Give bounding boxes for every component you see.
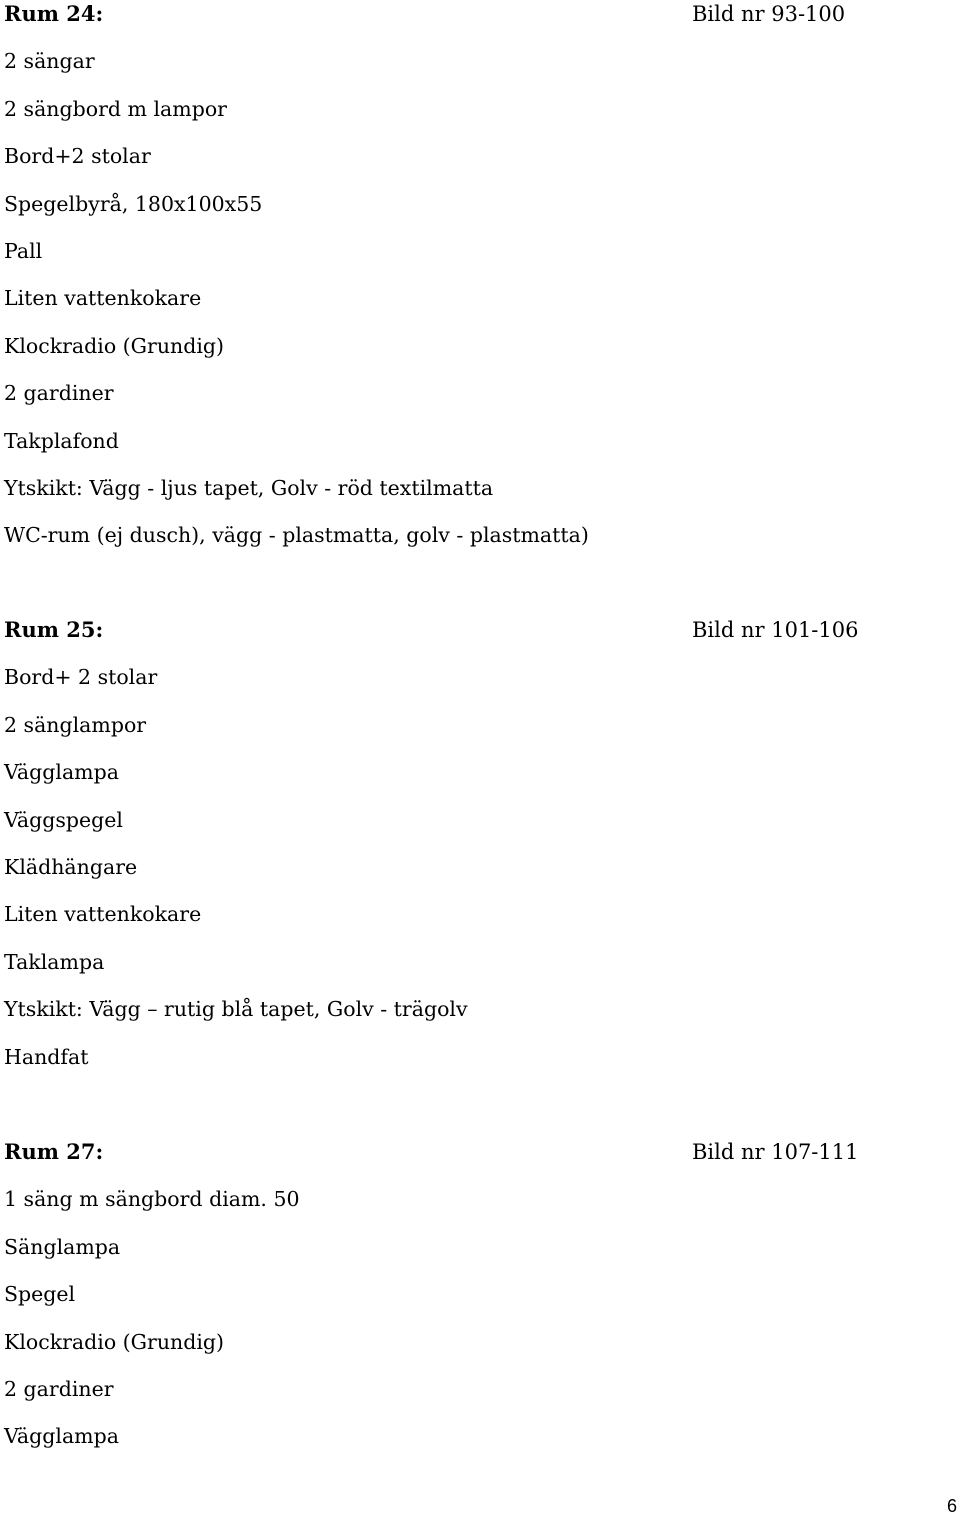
room-heading-24	[4, 0, 960, 47]
inventory-item: Liten vattenkokare	[4, 286, 202, 311]
inventory-item: Sänglampa	[4, 1234, 121, 1259]
inventory-item: Bord+2 stolar	[4, 144, 151, 169]
inventory-item: Takplafond	[4, 428, 119, 453]
inventory-item: Väggspegel	[4, 807, 123, 832]
room-section-27	[4, 1138, 960, 1470]
image-reference: Bild nr 107-111	[692, 1140, 859, 1164]
inventory-item: Pall	[4, 238, 43, 263]
room-title: Rum 25:	[4, 617, 104, 642]
inventory-item: Spegel	[4, 1282, 76, 1307]
inventory-item: 2 gardiner	[4, 381, 114, 406]
inventory-item: Klockradio (Grundig)	[4, 333, 225, 358]
page-number: 6	[946, 1496, 957, 1516]
surface-description: Ytskikt: Vägg – rutig blå tapet, Golv - trägolv	[4, 997, 468, 1022]
inventory-item: 2 sängbord m lampor	[4, 96, 227, 121]
inventory-item: Vägglampa	[4, 760, 119, 785]
inventory-item: Klockradio (Grundig)	[4, 1329, 225, 1354]
inventory-item: 2 sängar	[4, 49, 95, 74]
inventory-item: Liten vattenkokare	[4, 902, 202, 927]
inventory-item: Vägglampa	[4, 1424, 119, 1449]
inventory-item: 1 säng m sängbord diam. 50	[4, 1187, 300, 1212]
inventory-item: 2 sänglampor	[4, 712, 147, 737]
inventory-item: Handfat	[4, 1044, 89, 1069]
room-heading-25	[4, 616, 960, 663]
inventory-item: Bord+ 2 stolar	[4, 665, 158, 690]
inventory-item: 2 gardiner	[4, 1376, 114, 1401]
inventory-item: Klädhängare	[4, 854, 138, 879]
room-section-24	[4, 0, 960, 569]
image-reference: Bild nr 101-106	[692, 618, 859, 642]
room-section-25	[4, 616, 960, 1090]
room-title: Rum 27:	[4, 1139, 104, 1164]
inventory-item: Spegelbyrå, 180x100x55	[4, 191, 263, 216]
image-reference: Bild nr 93-100	[692, 2, 846, 26]
wc-description: WC-rum (ej dusch), vägg - plastmatta, golv - plastmatta)	[4, 523, 589, 548]
room-title: Rum 24:	[4, 1, 104, 26]
surface-description: Ytskikt: Vägg - ljus tapet, Golv - röd textilmatta	[4, 475, 494, 500]
room-heading-27	[4, 1138, 960, 1185]
inventory-item: Taklampa	[4, 949, 105, 974]
